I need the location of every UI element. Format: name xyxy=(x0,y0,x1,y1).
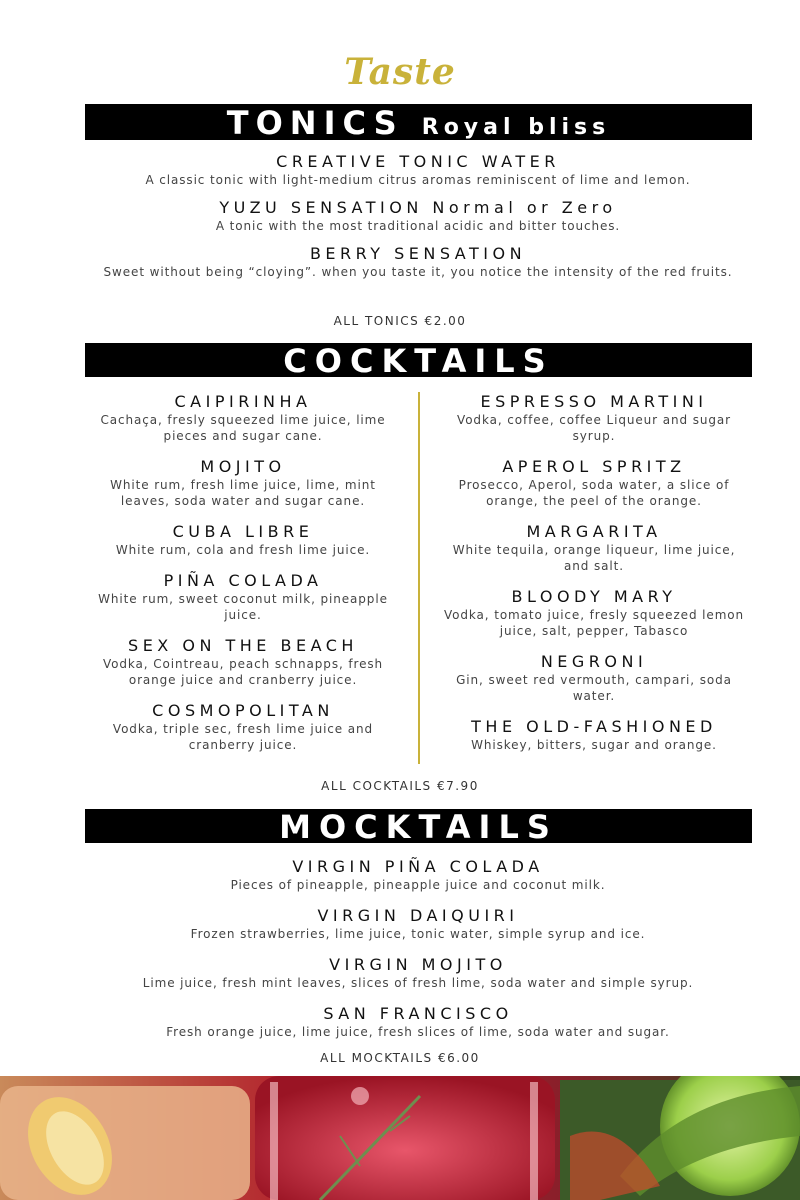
cocktails-price: ALL COCKTAILS €7.90 xyxy=(321,779,479,793)
item-description: Sweet without being “cloying”. when you taste it, you notice the intensity of the red fruits. xyxy=(103,265,733,279)
menu-item xyxy=(440,652,748,704)
column-divider xyxy=(418,392,420,764)
item-description: Vodka, coffee, coffee Liqueur and sugar syrup. xyxy=(457,413,731,443)
menu-item xyxy=(90,152,746,188)
item-name: APEROL SPRITZ xyxy=(502,457,686,476)
item-description: Gin, sweet red vermouth, campari, soda water. xyxy=(456,673,732,703)
item-description: Cachaça, fresly squeezed lime juice, lime pieces and sugar cane. xyxy=(100,413,386,443)
item-name: MOJITO xyxy=(200,457,286,476)
mocktails-title-band: MOCKTAILS xyxy=(85,809,752,843)
item-name: CREATIVE TONIC WATER xyxy=(276,152,560,171)
cocktails-right-column xyxy=(440,392,748,766)
item-description: White tequila, orange liqueur, lime juice, and salt. xyxy=(452,543,736,573)
tonics-title-band xyxy=(85,104,752,140)
mocktails-list xyxy=(90,857,746,1040)
item-description: Prosecco, Aperol, soda water, a slice of orange, the peel of the orange. xyxy=(458,478,730,508)
item-description: Whiskey, bitters, sugar and orange. xyxy=(471,738,717,752)
item-description: Lime juice, fresh mint leaves, slices of fresh lime, soda water and simple syrup. xyxy=(142,976,694,990)
menu-item xyxy=(440,457,748,509)
menu-item xyxy=(84,457,402,509)
menu-item xyxy=(84,392,402,444)
cocktail-glasses-photo xyxy=(0,1076,800,1200)
menu-item xyxy=(440,717,748,753)
item-name: COSMOPOLITAN xyxy=(152,701,334,720)
item-description: Vodka, Cointreau, peach schnapps, fresh orange juice and cranberry juice. xyxy=(102,657,384,687)
item-description: A classic tonic with light-medium citrus aromas reminiscent of lime and lemon. xyxy=(145,173,691,187)
cocktails-title-band: COCKTAILS xyxy=(85,343,752,377)
mocktails-price: ALL MOCKTAILS €6.00 xyxy=(320,1051,480,1065)
menu-item xyxy=(90,955,746,991)
tonics-list xyxy=(90,152,746,280)
item-name: MARGARITA xyxy=(526,522,662,541)
item-name: VIRGIN PIÑA COLADA xyxy=(292,857,544,876)
item-description: White rum, fresh lime juice, lime, mint leaves, soda water and sugar cane. xyxy=(110,478,376,508)
taste-logo: Taste xyxy=(344,51,456,93)
item-name: BERRY SENSATION xyxy=(309,244,527,263)
item-name: CUBA LIBRE xyxy=(172,522,314,541)
menu-item xyxy=(90,857,746,893)
tonics-title: TONICS xyxy=(226,104,404,140)
item-description: Pieces of pineapple, pineapple juice and coconut milk. xyxy=(230,878,606,892)
menu-item xyxy=(90,1004,746,1040)
photo-illustration xyxy=(0,1076,800,1200)
item-name: CAIPIRINHA xyxy=(174,392,312,411)
item-name: SEX ON THE BEACH xyxy=(128,636,358,655)
item-name: BLOODY MARY xyxy=(511,587,677,606)
menu-item xyxy=(84,636,402,688)
item-description: White rum, cola and fresh lime juice. xyxy=(115,543,371,557)
item-name: VIRGIN MOJITO xyxy=(329,955,507,974)
item-name: YUZU SENSATION Normal or Zero xyxy=(219,198,617,217)
menu-item xyxy=(90,198,746,234)
item-name: VIRGIN DAIQUIRI xyxy=(317,906,519,925)
item-name: SAN FRANCISCO xyxy=(323,1004,513,1023)
tonics-brand: Royal bliss xyxy=(421,115,611,140)
menu-item xyxy=(440,522,748,574)
menu-item xyxy=(90,906,746,942)
cocktails-left-column xyxy=(84,392,402,766)
item-description: A tonic with the most traditional acidic and bitter touches. xyxy=(215,219,621,233)
item-name: ESPRESSO MARTINI xyxy=(480,392,708,411)
menu-item xyxy=(84,701,402,753)
item-description: Fresh orange juice, lime juice, fresh slices of lime, soda water and sugar. xyxy=(166,1025,670,1039)
menu-item xyxy=(84,522,402,558)
item-description: Vodka, triple sec, fresh lime juice and cranberry juice. xyxy=(112,722,374,752)
menu-item xyxy=(90,244,746,280)
tonics-price: ALL TONICS €2.00 xyxy=(333,314,467,328)
item-description: Frozen strawberries, lime juice, tonic water, simple syrup and ice. xyxy=(190,927,646,941)
menu-item xyxy=(440,392,748,444)
item-name: THE OLD-FASHIONED xyxy=(471,717,717,736)
item-name: NEGRONI xyxy=(540,652,648,671)
item-description: Vodka, tomato juice, fresly squeezed lemon juice, salt, pepper, Tabasco xyxy=(443,608,745,638)
item-description: White rum, sweet coconut milk, pineapple juice. xyxy=(98,592,388,622)
menu-item xyxy=(84,571,402,623)
menu-item xyxy=(440,587,748,639)
item-name: PIÑA COLADA xyxy=(163,571,323,590)
